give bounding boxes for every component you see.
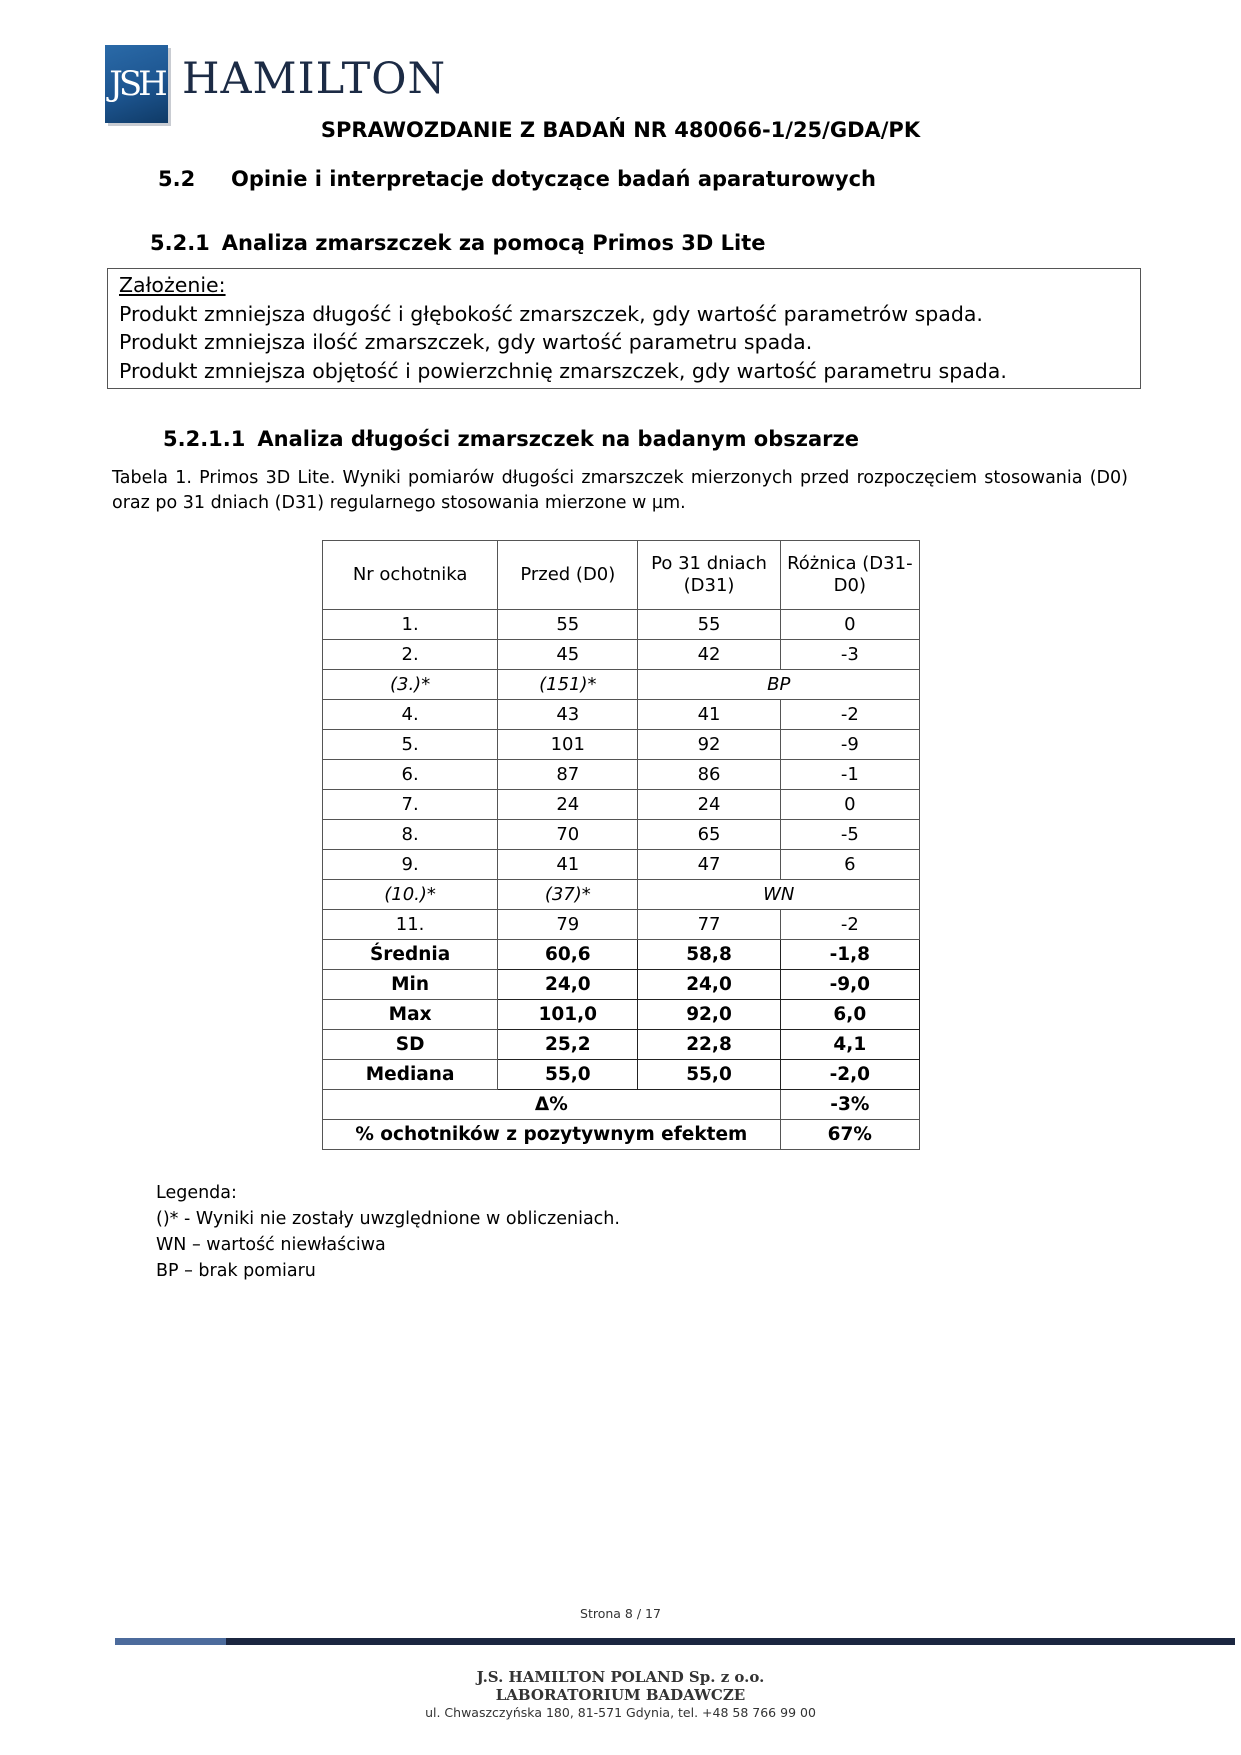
legend	[156, 1180, 620, 1284]
value-diff: -9	[780, 730, 919, 760]
positive-effect-label: % ochotników z pozytywnym efektem	[323, 1120, 781, 1150]
assumption-label: Założenie:	[119, 273, 226, 297]
stat-d31: 92,0	[638, 1000, 780, 1030]
value-diff: -2	[780, 700, 919, 730]
table-row	[323, 610, 920, 640]
delta-percent-row	[323, 1090, 920, 1120]
value-d31: 47	[638, 850, 780, 880]
value-d0: 70	[498, 820, 638, 850]
value-diff: 0	[780, 610, 919, 640]
column-header: Nr ochotnika	[323, 541, 498, 610]
stat-diff: 4,1	[780, 1030, 919, 1060]
stat-d0: 55,0	[498, 1060, 638, 1090]
volunteer-id: 7.	[323, 790, 498, 820]
table-row-excluded	[323, 670, 920, 700]
value-d0: 79	[498, 910, 638, 940]
stat-d0: 25,2	[498, 1030, 638, 1060]
footer-bar	[226, 1638, 1235, 1645]
subsubsection-heading	[163, 426, 859, 452]
positive-effect-value: 67%	[780, 1120, 919, 1150]
assumption-line: Produkt zmniejsza objętość i powierzchnię zmarszczek, gdy wartość parametru spada.	[119, 358, 1007, 383]
volunteer-id: 8.	[323, 820, 498, 850]
stat-row-median	[323, 1060, 920, 1090]
legend-item: WN – wartość niewłaściwa	[156, 1235, 386, 1255]
column-header	[780, 541, 919, 610]
delta-value: -3%	[780, 1090, 919, 1120]
value-d0: (151)*	[498, 670, 638, 700]
subsection-heading	[150, 230, 766, 256]
value-diff: -2	[780, 910, 919, 940]
table-row-excluded	[323, 880, 920, 910]
subsection-number: 5.2.1	[150, 231, 210, 255]
report-title: SPRAWOZDANIE Z BADAŃ NR 480066-1/25/GDA/PK	[320, 118, 921, 142]
stat-label: Mediana	[323, 1060, 498, 1090]
logo-wordmark: HAMILTON	[182, 54, 447, 104]
assumption-box	[107, 268, 1141, 389]
section-number: 5.2	[158, 167, 196, 191]
stat-diff: 6,0	[780, 1000, 919, 1030]
volunteer-id: 11.	[323, 910, 498, 940]
value-d31: 77	[638, 910, 780, 940]
stat-row-sd	[323, 1030, 920, 1060]
legend-item: ()* - Wyniki nie zostały uwzględnione w obliczeniach.	[156, 1209, 620, 1229]
subsubsection-title: Analiza długości zmarszczek na badanym obszarze	[257, 427, 859, 451]
volunteer-id: 5.	[323, 730, 498, 760]
stat-d0: 60,6	[498, 940, 638, 970]
table-row	[323, 700, 920, 730]
value-d0: 41	[498, 850, 638, 880]
value-d0: 45	[498, 640, 638, 670]
table-row	[323, 850, 920, 880]
stat-diff: -2,0	[780, 1060, 919, 1090]
stat-d0: 24,0	[498, 970, 638, 1000]
column-header-text: Po 31 dniach (D31)	[651, 553, 767, 596]
value-d31: 55	[638, 610, 780, 640]
legend-title: Legenda:	[156, 1183, 237, 1203]
value-diff: -3	[780, 640, 919, 670]
volunteer-id: 9.	[323, 850, 498, 880]
stat-d31: 22,8	[638, 1030, 780, 1060]
column-header	[638, 541, 780, 610]
footer-lab: LABORATORIUM BADAWCZE	[495, 1686, 746, 1704]
subsection-title: Analiza zmarszczek za pomocą Primos 3D Lite	[221, 231, 766, 255]
value-d31: 42	[638, 640, 780, 670]
table-caption: Tabela 1. Primos 3D Lite. Wyniki pomiarów długości zmarszczek mierzonych przed rozpoczęciem stosowania (D0) oraz po 31 dniach (D31) regularnego stosowania mierzone w µm.	[112, 468, 1128, 513]
value-d0: 43	[498, 700, 638, 730]
volunteer-id: 4.	[323, 700, 498, 730]
table-row	[323, 730, 920, 760]
footer-company: J.S. HAMILTON POLAND Sp. z o.o.	[476, 1668, 765, 1686]
results-table	[322, 540, 920, 1150]
volunteer-id: 6.	[323, 760, 498, 790]
value-diff: 6	[780, 850, 919, 880]
table-row	[323, 790, 920, 820]
delta-label: Δ%	[323, 1090, 781, 1120]
stat-diff: -9,0	[780, 970, 919, 1000]
table-row	[323, 760, 920, 790]
stat-d31: 58,8	[638, 940, 780, 970]
value-d0: 24	[498, 790, 638, 820]
stat-label: SD	[323, 1030, 498, 1060]
column-header: Przed (D0)	[498, 541, 638, 610]
table-row	[323, 640, 920, 670]
subsubsection-number: 5.2.1.1	[163, 427, 246, 451]
footer	[0, 1668, 1241, 1722]
stat-d31: 55,0	[638, 1060, 780, 1090]
volunteer-id: (10.)*	[323, 880, 498, 910]
volunteer-id: 1.	[323, 610, 498, 640]
stat-row-mean	[323, 940, 920, 970]
value-d31: 86	[638, 760, 780, 790]
section-title: Opinie i interpretacje dotyczące badań aparaturowych	[231, 167, 876, 191]
value-d0: 55	[498, 610, 638, 640]
value-d31: 92	[638, 730, 780, 760]
value-d0: (37)*	[498, 880, 638, 910]
logo-monogram: JSH	[109, 64, 164, 104]
footer-bar-accent	[115, 1638, 226, 1645]
assumption-line: Produkt zmniejsza ilość zmarszczek, gdy wartość parametru spada.	[119, 330, 813, 354]
value-diff: 0	[780, 790, 919, 820]
page-number: Strona 8 / 17	[580, 1606, 661, 1621]
row-note: BP	[638, 670, 920, 700]
value-d31: 65	[638, 820, 780, 850]
value-d31: 41	[638, 700, 780, 730]
stat-label: Max	[323, 1000, 498, 1030]
volunteer-id: (3.)*	[323, 670, 498, 700]
value-diff: -5	[780, 820, 919, 850]
positive-effect-row	[323, 1120, 920, 1150]
stat-row-max	[323, 1000, 920, 1030]
row-note: WN	[638, 880, 920, 910]
value-diff: -1	[780, 760, 919, 790]
volunteer-id: 2.	[323, 640, 498, 670]
value-d0: 101	[498, 730, 638, 760]
stat-label: Średnia	[323, 940, 498, 970]
table-row	[323, 820, 920, 850]
value-d0: 87	[498, 760, 638, 790]
stat-d31: 24,0	[638, 970, 780, 1000]
stat-d0: 101,0	[498, 1000, 638, 1030]
table-row	[323, 910, 920, 940]
table-header-row	[323, 541, 920, 610]
value-d31: 24	[638, 790, 780, 820]
stat-label: Min	[323, 970, 498, 1000]
column-header-text: Różnica (D31-D0)	[787, 553, 913, 596]
footer-address: ul. Chwaszczyńska 180, 81-571 Gdynia, tel. +48 58 766 99 00	[425, 1705, 816, 1720]
stat-row-min	[323, 970, 920, 1000]
stat-diff: -1,8	[780, 940, 919, 970]
legend-item: BP – brak pomiaru	[156, 1261, 316, 1281]
assumption-line: Produkt zmniejsza długość i głębokość zmarszczek, gdy wartość parametrów spada.	[119, 301, 983, 326]
